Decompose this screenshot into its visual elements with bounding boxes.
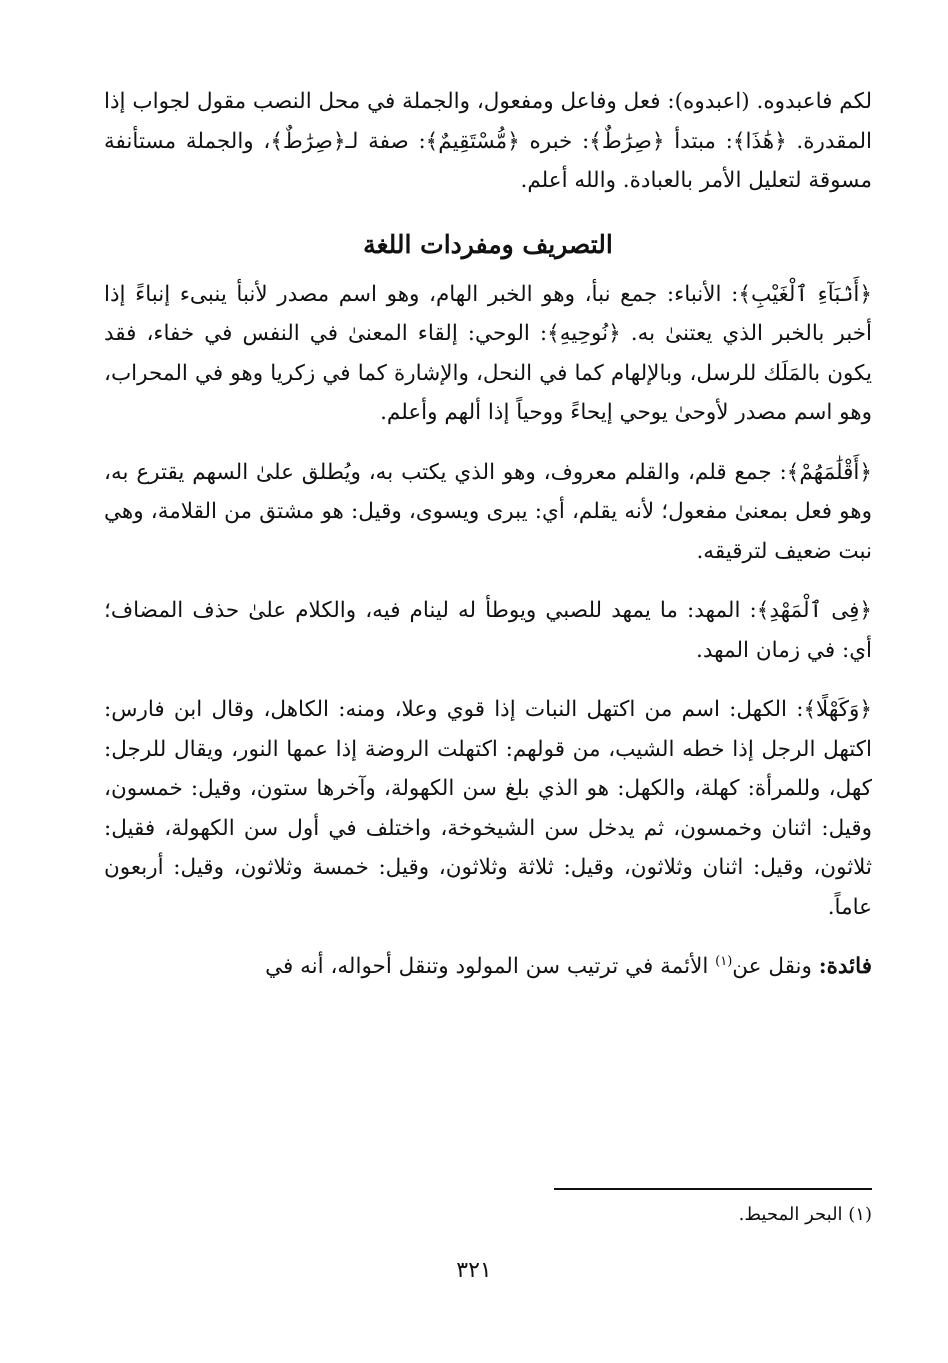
intro-paragraph: لكم فاعبدوه. (اعبدوه): فعل وفاعل ومفعول، والجملة في محل النصب مقول لجواب إذا المقدرة. ﴿هَٰذَا﴾: مبتدأ ﴿صِرَٰطٌ﴾: خبره ﴿مُّسْتَقِيمٌ﴾: صفة لـ﴿صِرَٰطٌ﴾، والجملة مستأنفة مسوقة لتعليل الأمر بالعبادة. والله أعلم. [104, 89, 872, 193]
benefit-paragraph [104, 947, 872, 987]
footnote-divider [554, 1188, 872, 1190]
benefit-label: فائدة: [818, 954, 872, 979]
benefit-text-before: ونقل عن [732, 954, 819, 979]
footnote-ref: (١) [715, 953, 733, 969]
paragraph-aqlam: ﴿أَقْلَٰمَهُمْ﴾: جمع قلم، والقلم معروف، وهو الذي يكتب به، ويُطلق علىٰ السهم يقترع به، وهو فعل بمعنىٰ مفعول؛ لأنه يقلم، أي: يبرى ويسوى، وقيل: هو مشتق من القلامة، وهي نبت ضعيف لترقيقه. [104, 459, 872, 564]
page-number: ٣٢١ [456, 1258, 492, 1283]
paragraph-anbaa: ﴿أَنۢبَآءِ ٱلْغَيْبِ﴾: الأنباء: جمع نبأ، وهو الخبر الهام، وهو اسم مصدر لأنبأ ينبىء إنباءً إذا أخبر بالخبر الذي يعتنىٰ به. ﴿نُوحِيهِ﴾: الوحي: إلقاء المعنىٰ في النفس في خفاء، فقد يكون بالمَلَك للرسل، وبالإلهام كما في النحل، والإشارة كما في زكريا وهو في المحراب، وهو اسم مصدر لأوحىٰ يوحي إيحاءً ووحياً إذا ألهم وأعلم. [104, 281, 872, 425]
benefit-text-after: الأئمة في ترتيب سن المولود وتنقل أحواله، أنه في [265, 954, 716, 979]
paragraph-kahl: ﴿وَكَهْلًا﴾: الكهل: اسم من اكتهل النبات إذا قوي وعلا، ومنه: الكاهل، وقال ابن فارس: اكتهل الرجل إذا خطه الشيب، من قولهم: اكتهلت الروضة إذا عمها النور، ويقال للرجل: كهل، وللمرأة: كهلة، والكهل: هو الذي بلغ سن الكهولة، وآخرها ستون، وقيل: خمسون، وقيل: اثنان وخمسون، ثم يدخل سن الشيخوخة، واختلف في أول سن الكهولة، فقيل: ثلاثون، وقيل: اثنان وثلاثون، وقيل: ثلاثة وثلاثون، وقيل: خمسة وثلاثون، وقيل: أربعون عاماً. [104, 697, 872, 920]
body-text [104, 82, 872, 987]
paragraph-mahd: ﴿فِى ٱلْمَهْدِ﴾: المهد: ما يمهد للصبي ويوطأ له لينام فيه، والكلام علىٰ حذف المضاف؛ أي: في زمان المهد. [104, 598, 872, 663]
footnote: (١) البحر المحيط. [738, 1204, 872, 1225]
section-title: التصريف ومفردات اللغة [363, 229, 613, 259]
